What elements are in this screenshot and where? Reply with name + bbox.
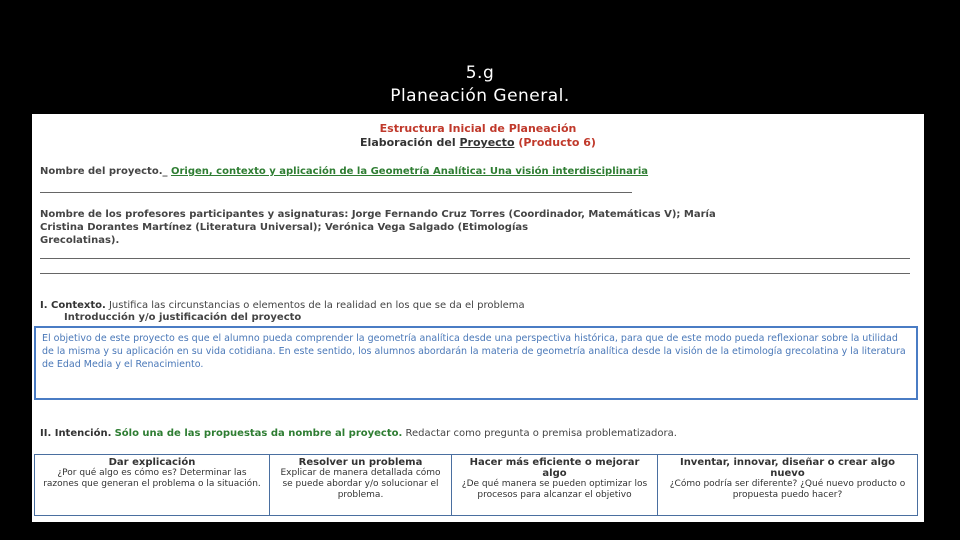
objective-box [34,326,918,400]
teachers-row [40,209,910,220]
option-body: ¿De qué manera se pueden optimizar los procesos para alcanzar el objetivo [461,479,648,500]
intro-heading: Introducción y/o justificación del proyecto [64,312,302,323]
context-label: I. Contexto. [40,300,106,311]
project-name-value: Origen, contexto y aplicación de la Geometría Analítica: Una visión interdisciplinaria [170,166,649,177]
intention-row [40,428,677,439]
document-page [32,114,924,522]
divider [40,192,632,193]
option-body: ¿Cómo podría ser diferente? ¿Qué nuevo producto o propuesta puedo hacer? [669,479,906,500]
option-body: Explicar de manera detallada cómo se puede abordar y/o solucionar el problema. [280,468,441,500]
teachers-line-3: Grecolatinas). [40,235,120,246]
intention-text: Redactar como pregunta o premisa problematizadora. [402,428,677,439]
option-solve [270,455,452,515]
intention-note: Sólo una de las propuestas da nombre al proyecto. [114,428,403,439]
slide-number: 5.g [465,63,495,83]
option-invent [658,455,917,515]
subheading-link[interactable]: Proyecto [459,136,515,149]
document-heading: Estructura Inicial de Planeación [379,122,577,135]
divider [40,273,910,274]
option-title: Dar explicación [108,457,196,468]
subheading-prefix: Elaboración del [360,136,460,149]
context-text: Justifica las circunstancias o elementos de la realidad en los que se da el problema [105,300,525,311]
slide-title [0,62,960,108]
project-name-label: Nombre del proyecto._ [40,166,168,177]
option-title: Inventar, innovar, diseñar o crear algo nuevo [679,457,896,479]
subheading-product: (Producto 6) [514,136,596,149]
project-name-row [40,166,910,177]
option-explain [35,455,270,515]
teachers-line-1: Jorge Fernando Cruz Torres (Coordinador, Matemáticas V); María [351,209,716,220]
intention-options-table [34,454,918,516]
option-title: Resolver un problema [298,457,423,468]
document-subheading [32,136,924,149]
context-row [40,300,525,311]
divider [40,258,910,259]
intention-label: II. Intención. [40,428,112,439]
objective-text: El objetivo de este proyecto es que el alumno pueda comprender la geometría analítica desde una perspectiva histórica, para que de este modo pueda reflexionar sobre la utilidad de la misma y su aplicación en su vida cotidiana. En este sentido, los alumnos abordarán la materia de geometría analítica desde la visión de la etimología grecolatina y la literatura de Edad Media y el Renacimiento. [42,333,906,370]
option-improve [452,455,658,515]
teachers-label: Nombre de los profesores participantes y asignaturas: [40,209,349,220]
slide-heading: Planeación General. [390,86,570,106]
teachers-line-2: Cristina Dorantes Martínez (Literatura Universal); Verónica Vega Salgado (Etimologías [40,222,529,233]
option-body: ¿Por qué algo es cómo es? Determinar las razones que generan el problema o la situación. [43,468,261,489]
option-title: Hacer más eficiente o mejorar algo [469,457,640,479]
